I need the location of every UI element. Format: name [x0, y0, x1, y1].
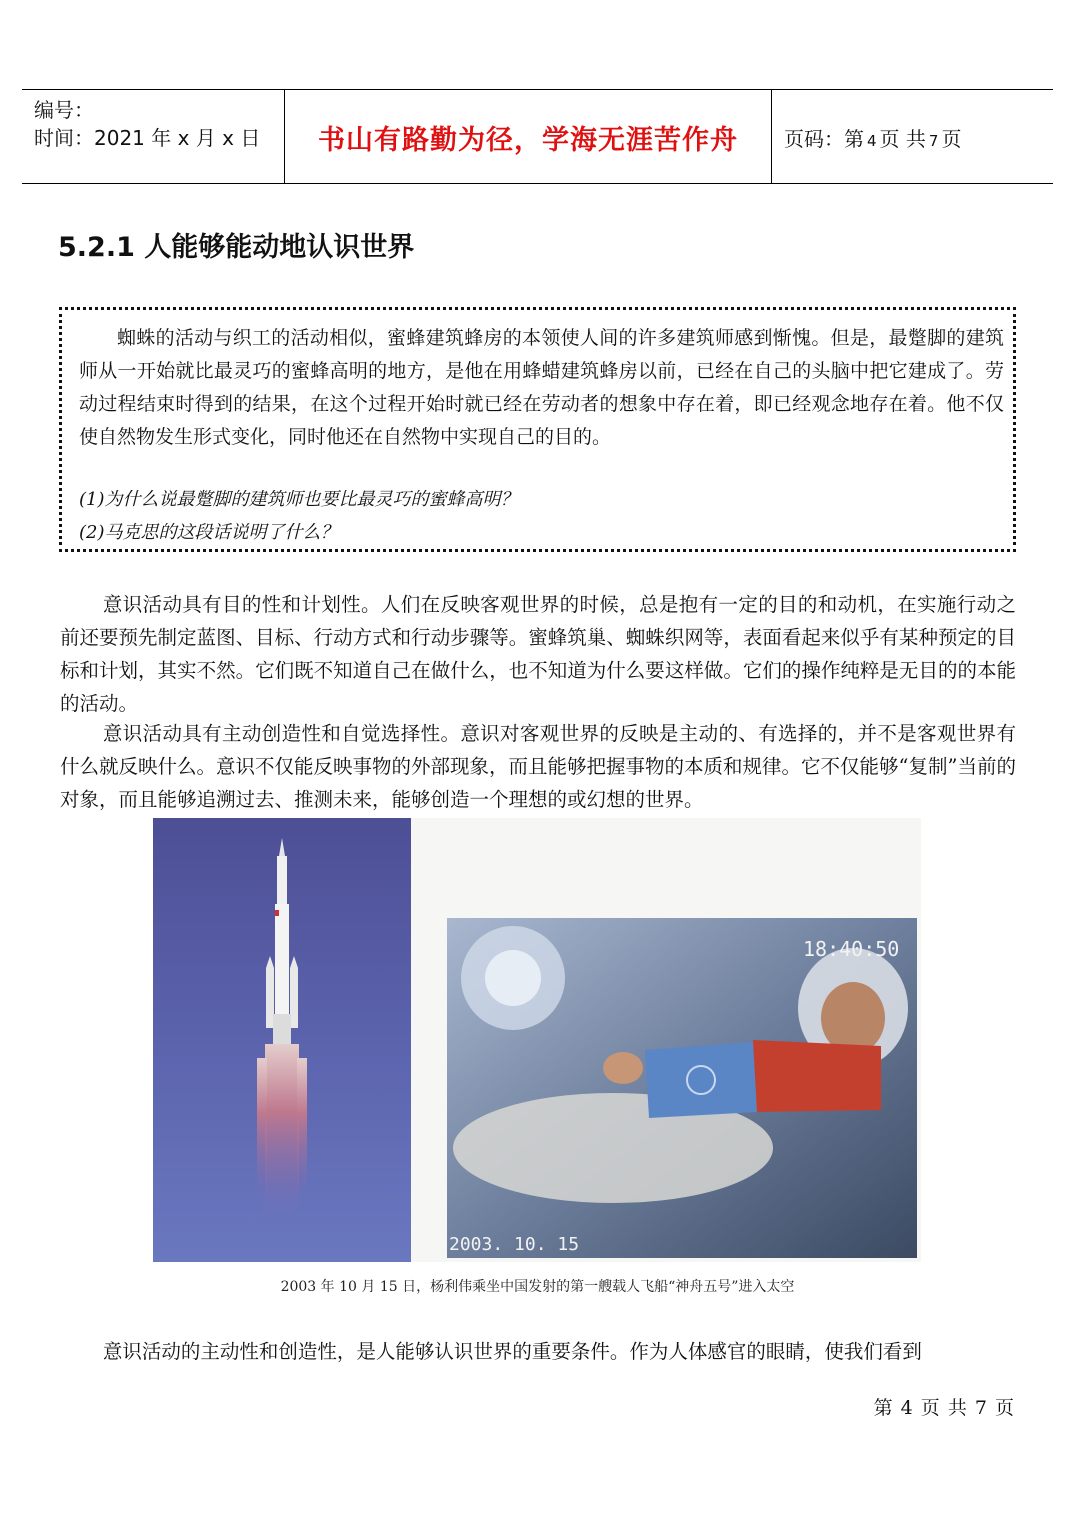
quote-paragraph: 蜘蛛的活动与织工的活动相似，蜜蜂建筑蜂房的本领使人间的许多建筑师感到惭愧。但是，最蹩脚的建筑师从一开始就比最灵巧的蜜蜂高明的地方，是他在用蜂蜡建筑蜂房以前，已经在自己的头脑中把它建成了。劳动过程结束时得到的结果，在这个过程开始时就已经在劳动者的想象中存在着，即已经观念地存在着。他不仅使自然物发生形式变化，同时他还在自然物中实现自己的目的。: [79, 327, 1004, 448]
header-page-cell: [772, 90, 1053, 183]
photo-illustration: [153, 818, 921, 1262]
body-paragraph-2: 意识活动具有主动创造性和自觉选择性。意识对客观世界的反映是主动的、有选择的，并不是客观世界有什么就反映什么。意识不仅能反映事物的外部现象，而且能够把握事物的本质和规律。它不仅能够“复制”当前的对象，而且能够追溯过去、推测未来，能够创造一个理想的或幻想的世界。: [60, 722, 1016, 811]
shenzhou-photo: [153, 818, 921, 1262]
page-suffix: 页: [941, 127, 962, 151]
china-flag: [753, 1040, 881, 1112]
body-paragraph-1: 意识活动具有目的性和计划性。人们在反映客观世界的时候，总是抱有一定的目的和动机，在实施行动之前还要预先制定蓝图、目标、行动方式和行动步骤等。蜜蜂筑巢、蜘蛛织网等，表面看起来似乎有某种预定的目标和计划，其实不然。它们既不知道自己在做什么，也不知道为什么要这样做。它们的操作纯粹是无目的的本能的活动。: [60, 593, 1016, 715]
body-paragraph-3: 意识活动的主动性和创造性，是人能够认识世界的重要条件。作为人体感官的眼睛，使我们看到: [102, 1340, 922, 1363]
motto: 书山有路勤为径，学海无涯苦作舟: [318, 125, 738, 156]
un-flag: [645, 1042, 757, 1118]
section-title: 5.2.1 人能够能动地认识世界: [58, 232, 415, 263]
exhaust-plume: [257, 1044, 307, 1214]
page-indicator: [784, 123, 961, 152]
question-1: (1)为什么说最蹩脚的建筑师也要比最灵巧的蜜蜂高明？: [79, 489, 519, 510]
figure-caption: 2003 年 10 月 15 日，杨利伟乘坐中国发射的第一艘载人飞船“神舟五号”进入太空: [280, 1279, 795, 1295]
quote-box: [59, 307, 1016, 552]
date-label: 时间：2021 年 x 月 x 日: [34, 126, 261, 150]
header-table: [22, 89, 1053, 184]
page-total: 7: [928, 132, 939, 150]
header-meta-cell: [22, 90, 285, 183]
page-mid: 页 共: [879, 127, 926, 151]
id-label: 编号：: [34, 98, 94, 122]
question-2: (2)马克思的这段话说明了什么？: [79, 522, 339, 543]
page-prefix: 页码：第: [784, 127, 864, 151]
time-stamp: 18:40:50: [803, 937, 900, 961]
astronaut-photo: [447, 918, 917, 1258]
header-motto-cell: [285, 90, 772, 183]
page-current: 4: [867, 132, 877, 150]
page-footer: 第 4 页 共 7 页: [873, 1397, 1015, 1419]
date-stamp: 2003. 10. 15: [449, 1234, 580, 1255]
